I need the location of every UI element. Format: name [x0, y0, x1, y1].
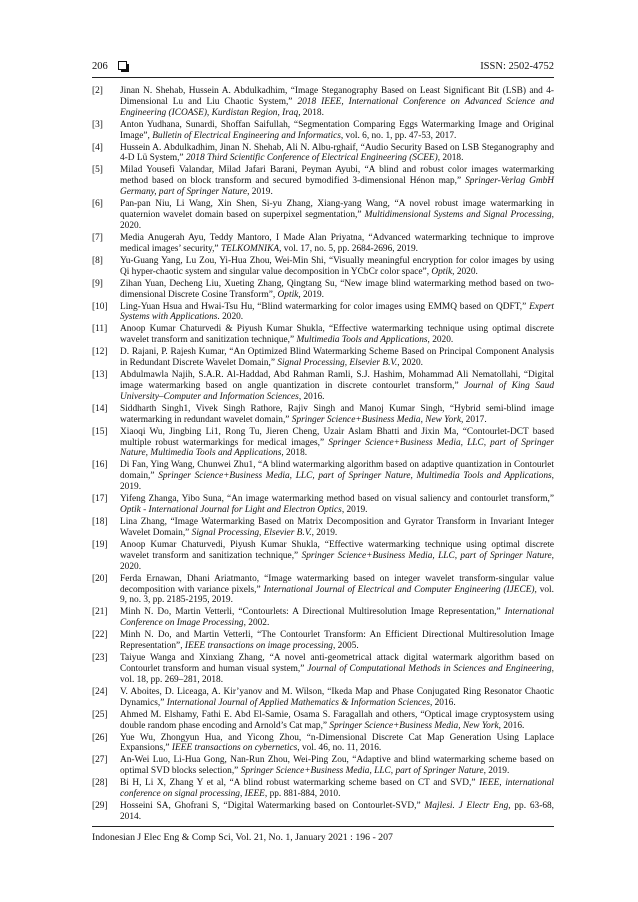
reference-venue: Springer Science+Business Media, LLC, part of Springer Nature, Multimedia Tools and Applications	[158, 471, 552, 482]
reference-item	[92, 574, 554, 607]
reference-number: [24]	[92, 686, 108, 697]
reference-item	[92, 199, 554, 232]
reference-venue: Journal of Computational Methods in Sciences and Engineering	[307, 663, 552, 674]
reference-number: [21]	[92, 607, 108, 618]
reference-number: [16]	[92, 460, 108, 471]
reference-details: , vol. 17, no. 5, pp. 2684-2696, 2019.	[279, 243, 418, 254]
reference-item	[92, 120, 554, 142]
reference-item	[92, 347, 554, 369]
reference-details: , 2016.	[498, 720, 525, 731]
reference-text: Taiyue Wanga and Xinxiang Zhang, “A novel anti-geometrical attack digital watermark algorithm based on Contourlet transform and human visual system,”	[120, 653, 554, 674]
reference-details: , 2005.	[332, 641, 359, 652]
reference-text: Jinan N. Shehab, Hussein A. Abdulkadhim, “Image Steganography Based on Least Significant Bit (LSB) and 4-Dimensional Lu and Liu Chaotic System,”	[120, 86, 554, 107]
reference-venue: IEEE, international conference on signal processing, IEEE	[120, 778, 554, 800]
reference-number: [15]	[92, 426, 108, 437]
reference-details: , 2002.	[243, 618, 270, 629]
reference-details: , 2019.	[341, 505, 368, 516]
reference-item	[92, 710, 554, 732]
reference-number: [14]	[92, 403, 108, 414]
reference-details: , 2018.	[281, 448, 308, 459]
reference-number: [26]	[92, 732, 108, 743]
reference-venue: Springer Science+Business Media, LLC, part of Springer Nature	[240, 766, 484, 777]
page-header	[92, 60, 554, 74]
reference-text: An-Wei Luo, Li-Hua Gong, Nan-Run Zhou, Wei-Ping Zou, “Adaptive and blind watermarking scheme based on optimal SVD blocks selection,”	[120, 755, 554, 777]
reference-text: Pan-pan Niu, Li Wang, Xin Shen, Si-yu Zhang, Xiang-yang Wang, “A novel robust image watermarking in quaternion wavelet domain based on superpixel segmentation,”	[120, 199, 554, 221]
reference-item	[92, 494, 554, 516]
reference-number: [9]	[92, 278, 103, 289]
reference-list	[92, 86, 554, 824]
reference-details: , pp. 63-68, 2014.	[120, 801, 554, 823]
reference-venue: Journal of King Saud University–Computer and Information Sciences	[120, 381, 555, 402]
shadow-box-icon	[118, 61, 127, 70]
reference-item	[92, 778, 554, 800]
reference-text: Yue Wu, Zhongyun Hua, and Yicong Zhou, “n-Dimensional Discrete Cat Map Generation Using Laplace Expansions,”	[120, 732, 554, 754]
reference-venue: Optik - International Journal for Light and Electron Optics	[120, 505, 342, 516]
issn-label: ISSN: 2502-4752	[480, 61, 554, 72]
reference-text: Siddharth Singh1, Vivek Singh Rathore, Rajiv Singh and Manoj Kumar Singh, “Hybrid semi-blind image watermarking in redundant wavelet domain,”	[120, 403, 554, 425]
reference-text: Milad Yousefi Valandar, Milad Jafari Barani, Peyman Ayubi, “A blind and robust color images watermarking method based on block transform and secured bymodified 3-dimensional Hénon map,”	[120, 165, 554, 187]
reference-venue: Springer Science+Business Media, New York	[291, 414, 461, 425]
reference-venue: TELKOMNIKA	[220, 243, 280, 254]
reference-venue: Springer Science+Business Media, LLC, part of Springer Nature	[301, 550, 552, 561]
reference-number: [13]	[92, 370, 108, 381]
reference-details: , 2019.	[483, 766, 510, 777]
reference-item	[92, 427, 554, 460]
reference-details: , 2019.	[247, 187, 273, 198]
reference-venue: Expert Systems with Applications	[120, 301, 554, 323]
reference-details: , 2019.	[120, 471, 554, 493]
reference-item	[92, 460, 554, 493]
reference-item	[92, 143, 554, 165]
reference-number: [20]	[92, 573, 108, 584]
reference-number: [4]	[92, 142, 103, 153]
reference-item	[92, 630, 554, 652]
reference-item	[92, 733, 554, 755]
reference-text: Hussein A. Abdulkadhim, Jinan N. Shehab, Ali N. Albu-rghaif, “Audio Security Based on LSB Steganography and 4-D Lü System,”	[120, 142, 554, 164]
reference-venue: IEEE transactions on image processing	[184, 641, 333, 652]
reference-venue: 2018 Third Scientific Conference of Electrical Engineering (SCEE)	[185, 153, 438, 164]
reference-text: Di Fan, Ying Wang, Chunwei Zhu1, “A blind watermarking algorithm based on adaptive quantization in Contourlet domain,”	[120, 460, 554, 482]
reference-text: Anoop Kumar Chaturvedi, Piyush Kumar Shukla, “Effective watermarking technique using optimal discrete wavelet transform and sanitization technique,”	[120, 539, 554, 561]
reference-number: [7]	[92, 232, 103, 243]
reference-number: [27]	[92, 755, 108, 766]
reference-text: Ling-Yuan Hsua and Hwai-Tsu Hu, “Blind watermarking for color images using EMMQ based on QDFT,”	[120, 301, 527, 312]
page-footer: Indonesian J Elec Eng & Comp Sci, Vol. 21, No. 1, January 2021 : 196 - 207	[92, 832, 393, 843]
reference-number: [22]	[92, 630, 108, 641]
reference-number: [6]	[92, 199, 103, 210]
reference-venue: International Journal of Applied Mathematics & Information Sciences	[166, 697, 430, 708]
reference-venue: Springer-Verlag GmbH Germany, part of Springer Nature	[120, 176, 555, 198]
reference-number: [17]	[92, 494, 108, 505]
reference-venue: Optik	[431, 266, 453, 277]
reference-venue: Signal Processing, Elsevier B.V.	[277, 358, 398, 369]
reference-item	[92, 517, 554, 539]
reference-venue: International Journal of Electrical and Computer Engineering (IJECE)	[263, 584, 535, 595]
reference-venue: Multidimensional Systems and Signal Processing	[364, 210, 552, 221]
reference-item	[92, 86, 554, 119]
reference-details: , 2016.	[298, 391, 325, 402]
reference-text: Media Anugerah Ayu, Teddy Mantoro, I Made Alan Priyatna, “Advanced watermarking technique to improve medical images’ security,”	[120, 232, 554, 254]
reference-text: Ahmed M. Elshamy, Fathi E. Abd El-Samie, Osama S. Faragallah and others, “Optical image cryptosystem using double random phase encoding and Arnold’s Cat map,”	[120, 709, 554, 731]
reference-text: Yu-Guang Yang, Lu Zou, Yi-Hua Zhou, Wei-Min Shi, “Visually meaningful encryption for color images by using Qi hyper-chaotic system and singular value decomposition in YCbCr color space”,	[120, 255, 554, 277]
reference-details: , 2016.	[429, 697, 456, 708]
reference-details: , 2019.	[311, 527, 338, 538]
reference-number: [25]	[92, 709, 108, 720]
reference-details: , 2020.	[427, 335, 454, 346]
reference-item	[92, 279, 554, 301]
reference-venue: Majlesi. J Electr Eng	[424, 801, 509, 812]
reference-number: [28]	[92, 778, 108, 789]
reference-venue: Signal Processing, Elsevier B.V.	[191, 527, 312, 538]
reference-text: Zihan Yuan, Decheng Liu, Xueting Zhang, Qingtang Su, “New image blind watermarking method based on two-dimensional Discrete Cosine Transform”,	[120, 278, 554, 300]
reference-number: [2]	[92, 86, 103, 96]
reference-number: [3]	[92, 119, 103, 130]
reference-venue: International Conference on Image Processing	[120, 607, 554, 629]
reference-details: , vol. 9, no. 3, pp. 2185-2195, 2019.	[120, 584, 554, 606]
reference-item	[92, 404, 554, 426]
reference-item	[92, 687, 554, 709]
reference-number: [18]	[92, 517, 108, 528]
reference-number: [10]	[92, 301, 108, 312]
reference-item	[92, 607, 554, 629]
reference-text: Bi H, Li X, Zhang Y et al, “A blind robust watermarking scheme based on CT and SVD,”	[120, 778, 476, 789]
reference-item	[92, 302, 554, 324]
reference-text: Anton Yudhana, Sunardi, Shoffan Saifullah, “Segmentation Comparing Eggs Watermarking Image and Original Image”,	[120, 119, 554, 141]
reference-item	[92, 256, 554, 278]
reference-details: , 2018.	[298, 107, 324, 118]
footer-rule	[92, 826, 554, 827]
reference-venue: Springer Science+Business Media, LLC, part of Springer Nature, Multimedia Tools and Applications	[120, 437, 554, 459]
reference-details: , vol. 18, pp. 269–281, 2018.	[120, 663, 554, 685]
reference-details: , vol. 46, no. 11, 2016.	[297, 743, 382, 754]
reference-item	[92, 801, 554, 823]
reference-details: , 2020.	[120, 210, 554, 231]
reference-details: , 2019.	[298, 289, 325, 300]
reference-text: Hosseini SA, Ghofrani S, “Digital Watermarking based on Contourlet-SVD,”	[120, 801, 421, 812]
reference-details: . 2020.	[217, 312, 244, 323]
reference-number: [8]	[92, 255, 103, 266]
reference-item	[92, 755, 554, 777]
reference-details: , 2020.	[452, 266, 478, 277]
reference-venue: 2018 IEEE, International Conference on Advanced Science and Engineering (ICOASE), Kurdistan Region, Iraq	[120, 96, 555, 118]
reference-venue: Optik	[277, 289, 299, 300]
reference-item	[92, 540, 554, 573]
reference-text: D. Rajani, P. Rajesh Kumar, “An Optimized Blind Watermarking Scheme Based on Principal Component Analysis in Redundant Discrete Wavelet Domain,”	[120, 347, 554, 369]
reference-number: [29]	[92, 801, 108, 812]
reference-details: , 2020.	[397, 358, 423, 369]
reference-details: , 2017.	[460, 414, 487, 425]
reference-text: Yifeng Zhanga, Yibo Suna, “An image watermarking method based on visual saliency and contourlet transform,”	[120, 494, 554, 505]
reference-text: Minh N. Do, Martin Vetterli, “Contourlets: A Directional Multiresolution Image Representation,”	[120, 607, 501, 618]
reference-item	[92, 324, 554, 346]
reference-venue: Multimedia Tools and Applications	[296, 335, 428, 346]
reference-number: [23]	[92, 653, 108, 664]
reference-text: Minh N. Do, and Martin Vetterli, “The Contourlet Transform: An Efficient Directional Multiresolution Image Representation”,	[120, 630, 554, 652]
reference-details: , pp. 881-884, 2010.	[264, 789, 341, 800]
reference-text: Anoop Kumar Chaturvedi & Piyush Kumar Shukla, “Effective watermarking technique using optimal discrete wavelet transform and sanitization technique,”	[120, 324, 554, 346]
reference-venue: Springer Science+Business Media, New York	[329, 720, 499, 731]
reference-text: Abdulmawla Najih, S.A.R. Al-Haddad, Abd Rahman Ramli, S.J. Hashim, Mohammad Ali Nematollahi, “Digital image watermarking based on angle quantization in discrete contourlet transform,”	[120, 370, 554, 391]
reference-number: [12]	[92, 347, 108, 358]
reference-venue: IEEE transactions on cybernetics	[171, 743, 298, 754]
reference-details: , 2020.	[120, 550, 555, 572]
reference-text: Lina Zhang, “Image Watermarking Based on Matrix Decomposition and Gyrator Transform in Invariant Integer Wavelet Domain,”	[120, 517, 554, 538]
page-number: 206	[92, 61, 108, 72]
reference-venue: Bulletin of Electrical Engineering and Informatics	[152, 130, 341, 141]
reference-number: [5]	[92, 165, 103, 176]
reference-text: Xiaoqi Wu, Jingbing Li1, Rong Tu, Jieren Cheng, Uzair Aslam Bhatti and Jixin Ma, “Contourlet-DCT based multiple robust watermarkings for medical images,”	[120, 426, 554, 448]
reference-text: V. Aboites, D. Liceaga, A. Kir’yanov and M. Wilson, “Ikeda Map and Phase Conjugated Ring Resonator Chaotic Dynamics,”	[120, 686, 554, 708]
reference-number: [11]	[92, 324, 108, 335]
reference-number: [19]	[92, 539, 108, 550]
header-rule	[92, 77, 554, 78]
reference-item	[92, 165, 554, 198]
reference-text: Ferda Ernawan, Dhani Ariatmanto, “Image watermarking based on integer wavelet transform-singular value decomposition with variance pixels,”	[120, 573, 554, 595]
reference-details: , vol. 6, no. 1, pp. 47-53, 2017.	[340, 130, 457, 141]
reference-item	[92, 233, 554, 255]
reference-item	[92, 370, 554, 403]
reference-item	[92, 653, 554, 686]
reference-details: , 2018.	[437, 153, 464, 164]
